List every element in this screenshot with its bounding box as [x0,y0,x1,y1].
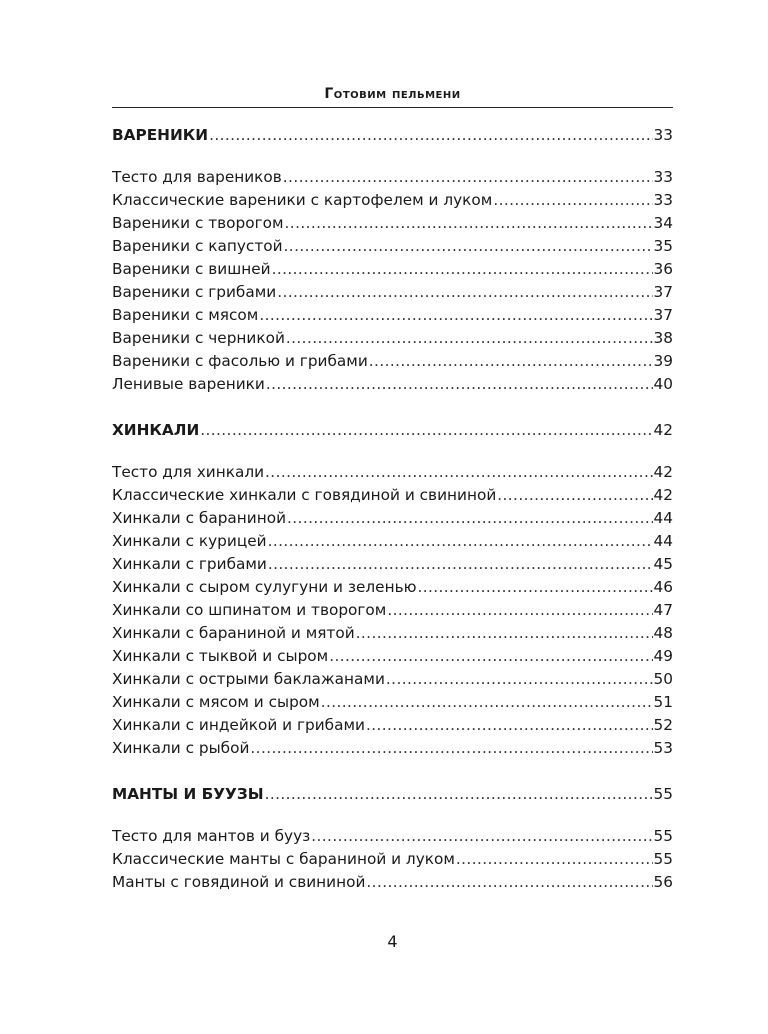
dot-leader [311,825,652,848]
toc-page-number: 42 [653,486,673,504]
toc-section-title-row[interactable] [112,124,673,147]
toc-page-number: 44 [653,509,673,527]
dot-leader [497,484,652,507]
toc-entry-label: Хинкали с рыбой [112,739,250,757]
toc-page-number: 42 [653,421,673,439]
toc-page-number: 44 [653,532,673,550]
dot-leader [266,373,653,396]
dot-leader [277,281,652,304]
dot-leader [272,258,653,281]
toc-section-title-row[interactable] [112,783,673,806]
toc-entry-label: Ленивые вареники [112,375,265,393]
toc-entry[interactable] [112,189,673,212]
dot-leader [369,350,653,373]
toc-entry[interactable] [112,166,673,189]
toc-page-number: 33 [653,191,673,209]
dot-leader [386,668,653,691]
toc-entry-label: Хинкали с грибами [112,555,267,573]
dot-leader [366,871,652,894]
toc-entry-label: Вареники с черникой [112,329,285,347]
toc-page-number: 49 [653,647,673,665]
toc-section-title: ВАРЕНИКИ [112,126,209,144]
dot-leader [284,235,653,258]
toc-entry[interactable] [112,848,673,871]
dot-leader [493,189,652,212]
toc-entry[interactable] [112,373,673,396]
toc-entry-label: Классические вареники с картофелем и луком [112,191,493,209]
toc-page-number: 55 [653,827,673,845]
toc-entry-label: Хинкали с бараниной [112,509,287,527]
toc-section-title: ХИНКАЛИ [112,421,200,439]
toc-page-number: 56 [653,873,673,891]
toc-entry-label: Хинкали с тыквой и сыром [112,647,329,665]
toc-page-number: 35 [653,237,673,255]
toc-entry-label: Хинкали с бараниной и мятой [112,624,355,642]
dot-leader [456,848,653,871]
toc-entry[interactable] [112,281,673,304]
toc-entry-label: Тесто для мантов и бууз [112,827,311,845]
dot-leader [200,419,652,442]
toc-section-title: МАНТЫ И БУУЗЫ [112,785,264,803]
toc-page-number: 45 [653,555,673,573]
toc-entry-label: Хинкали со шпинатом и творогом [112,601,387,619]
toc-entry[interactable] [112,258,673,281]
toc-entry-label: Вареники с грибами [112,283,277,301]
toc-page-number: 46 [653,578,673,596]
book-page [112,0,673,1034]
dot-leader [321,691,653,714]
dot-leader [417,576,652,599]
toc-page-number: 38 [653,329,673,347]
toc-page-number: 50 [653,670,673,688]
toc-entry-label: Тесто для хинкали [112,463,265,481]
dot-leader [268,530,653,553]
running-header: Готовим пельмени [324,86,461,102]
dot-leader [387,599,652,622]
toc-entry-label: Тесто для вареников [112,168,282,186]
toc-page-number: 42 [653,463,673,481]
toc-section [112,124,673,396]
toc-entry-label: Хинкали с острыми баклажанами [112,670,385,688]
header-rule [112,107,673,108]
toc-section [112,419,673,760]
toc-page-number: 48 [653,624,673,642]
dot-leader [268,553,653,576]
toc-entry[interactable] [112,235,673,258]
toc-entry[interactable] [112,737,673,760]
toc-page-number: 40 [653,375,673,393]
dot-leader [285,212,653,235]
toc-entry-label: Хинкали с курицей [112,532,267,550]
toc-section [112,783,673,894]
toc-entry-label: Вареники с фасолью и грибами [112,352,368,370]
toc-entry-label: Вареники с мясом [112,306,259,324]
toc-entry[interactable] [112,576,673,599]
toc-page-number: 33 [653,168,673,186]
toc-entry[interactable] [112,645,673,668]
toc-entry-label: Хинкали с индейкой и грибами [112,716,365,734]
toc-entry[interactable] [112,553,673,576]
dot-leader [283,166,653,189]
toc-entry[interactable] [112,714,673,737]
toc-entry[interactable] [112,484,673,507]
toc-page-number: 36 [653,260,673,278]
dot-leader [265,783,653,806]
dot-leader [286,327,653,350]
toc-page-number: 52 [653,716,673,734]
toc-entry[interactable] [112,461,673,484]
toc-page-number: 47 [653,601,673,619]
toc-page-number: 39 [653,352,673,370]
toc-entry[interactable] [112,622,673,645]
toc-entry[interactable] [112,304,673,327]
dot-leader [287,507,653,530]
page-number: 4 [387,932,398,951]
toc-entry[interactable] [112,530,673,553]
toc-entry[interactable] [112,599,673,622]
toc-page-number: 53 [653,739,673,757]
toc-entry-label: Вареники с вишней [112,260,271,278]
dot-leader [366,714,653,737]
toc-entry[interactable] [112,691,673,714]
dot-leader [259,304,652,327]
toc-entry-label: Манты с говядиной и свининой [112,873,366,891]
dot-leader [265,461,652,484]
dot-leader [209,124,652,147]
toc-entry-label: Хинкали с мясом и сыром [112,693,320,711]
toc-page-number: 37 [653,306,673,324]
toc-entry[interactable] [112,212,673,235]
toc-entry[interactable] [112,507,673,530]
toc-page-number: 55 [653,785,673,803]
dot-leader [250,737,652,760]
toc-entry-label: Вареники с капустой [112,237,283,255]
toc-page-number: 34 [653,214,673,232]
toc-entry-label: Классические хинкали с говядиной и свининой [112,486,497,504]
table-of-contents [112,124,673,917]
toc-entry[interactable] [112,327,673,350]
toc-entry[interactable] [112,668,673,691]
toc-entry-label: Классические манты с бараниной и луком [112,850,455,868]
toc-entry-label: Хинкали с сыром сулугуни и зеленью [112,578,417,596]
toc-page-number: 51 [653,693,673,711]
dot-leader [329,645,652,668]
toc-page-number: 37 [653,283,673,301]
toc-entry[interactable] [112,350,673,373]
toc-page-number: 33 [653,126,673,144]
toc-entry-label: Вареники с творогом [112,214,284,232]
dot-leader [356,622,653,645]
toc-section-title-row[interactable] [112,419,673,442]
toc-page-number: 55 [653,850,673,868]
toc-entry[interactable] [112,871,673,894]
toc-entry[interactable] [112,825,673,848]
